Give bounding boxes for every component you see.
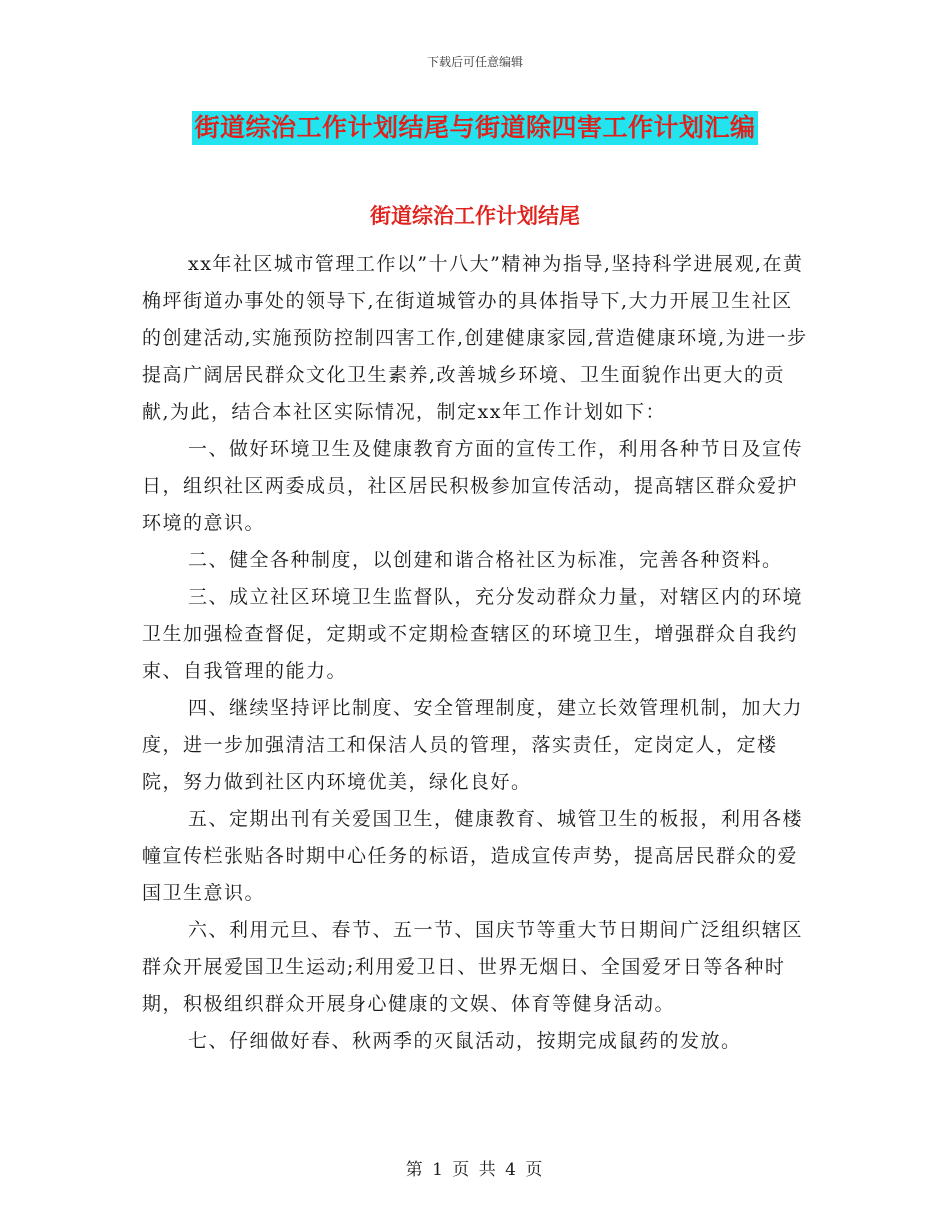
paragraph-item-1: 一、做好环境卫生及健康教育方面的宣传工作，利用各种节日及宣传日，组织社区两委成员，社区居民积极参加宣传活动，提高辖区群众爱护环境的意识。: [142, 438, 804, 534]
page-number-footer: 第 1 页 共 4 页: [405, 1160, 545, 1180]
document-body: [142, 246, 810, 1060]
main-title: 街道综治工作计划结尾与街道除四害工作计划汇编: [192, 111, 757, 145]
paragraph-intro: xx年社区城市管理工作以”十八大”精神为指导,坚持科学进展观,在黄桷坪街道办事处的领导下,在街道城管办的具体指导下,大力开展卫生社区的创建活动,实施预防控制四害工作,创建健康家园,营造健康环境,为进一步提高广阔居民群众文化卫生素养,改善城乡环境、卫生面貌作出更大的贡献,为此，结合本社区实际情况，制定xx年工作计划如下：: [142, 253, 808, 423]
paragraph-item-5: 五、定期出刊有关爱国卫生，健康教育、城管卫生的板报，利用各楼幢宣传栏张贴各时期中心任务的标语，造成宣传声势，提高居民群众的爱国卫生意识。: [142, 808, 804, 904]
paragraph-item-4: 四、继续坚持评比制度、安全管理制度，建立长效管理机制，加大力度，进一步加强清洁工和保洁人员的管理，落实责任，定岗定人，定楼院，努力做到社区内环境优美，绿化良好。: [142, 697, 804, 793]
section-title: 街道综治工作计划结尾: [370, 204, 580, 228]
page-header-note: 下载后可任意编辑: [426, 55, 523, 69]
paragraph-item-7: 七、仔细做好春、秋两季的灭鼠活动，按期完成鼠药的发放。: [188, 1030, 742, 1052]
paragraph-item-6: 六、利用元旦、春节、五一节、国庆节等重大节日期间广泛组织辖区群众开展爱国卫生运动;利用爱卫日、世界无烟日、全国爱牙日等各种时期，积极组织群众开展身心健康的文娱、体育等健身活动。: [142, 919, 804, 1015]
paragraph-item-2: 二、健全各种制度，以创建和谐合格社区为标准，完善各种资料。: [188, 549, 783, 571]
paragraph-item-3: 三、成立社区环境卫生监督队，充分发动群众力量，对辖区内的环境卫生加强检查督促，定期或不定期检查辖区的环境卫生，增强群众自我约束、自我管理的能力。: [142, 586, 804, 682]
main-title-container: [0, 111, 950, 145]
